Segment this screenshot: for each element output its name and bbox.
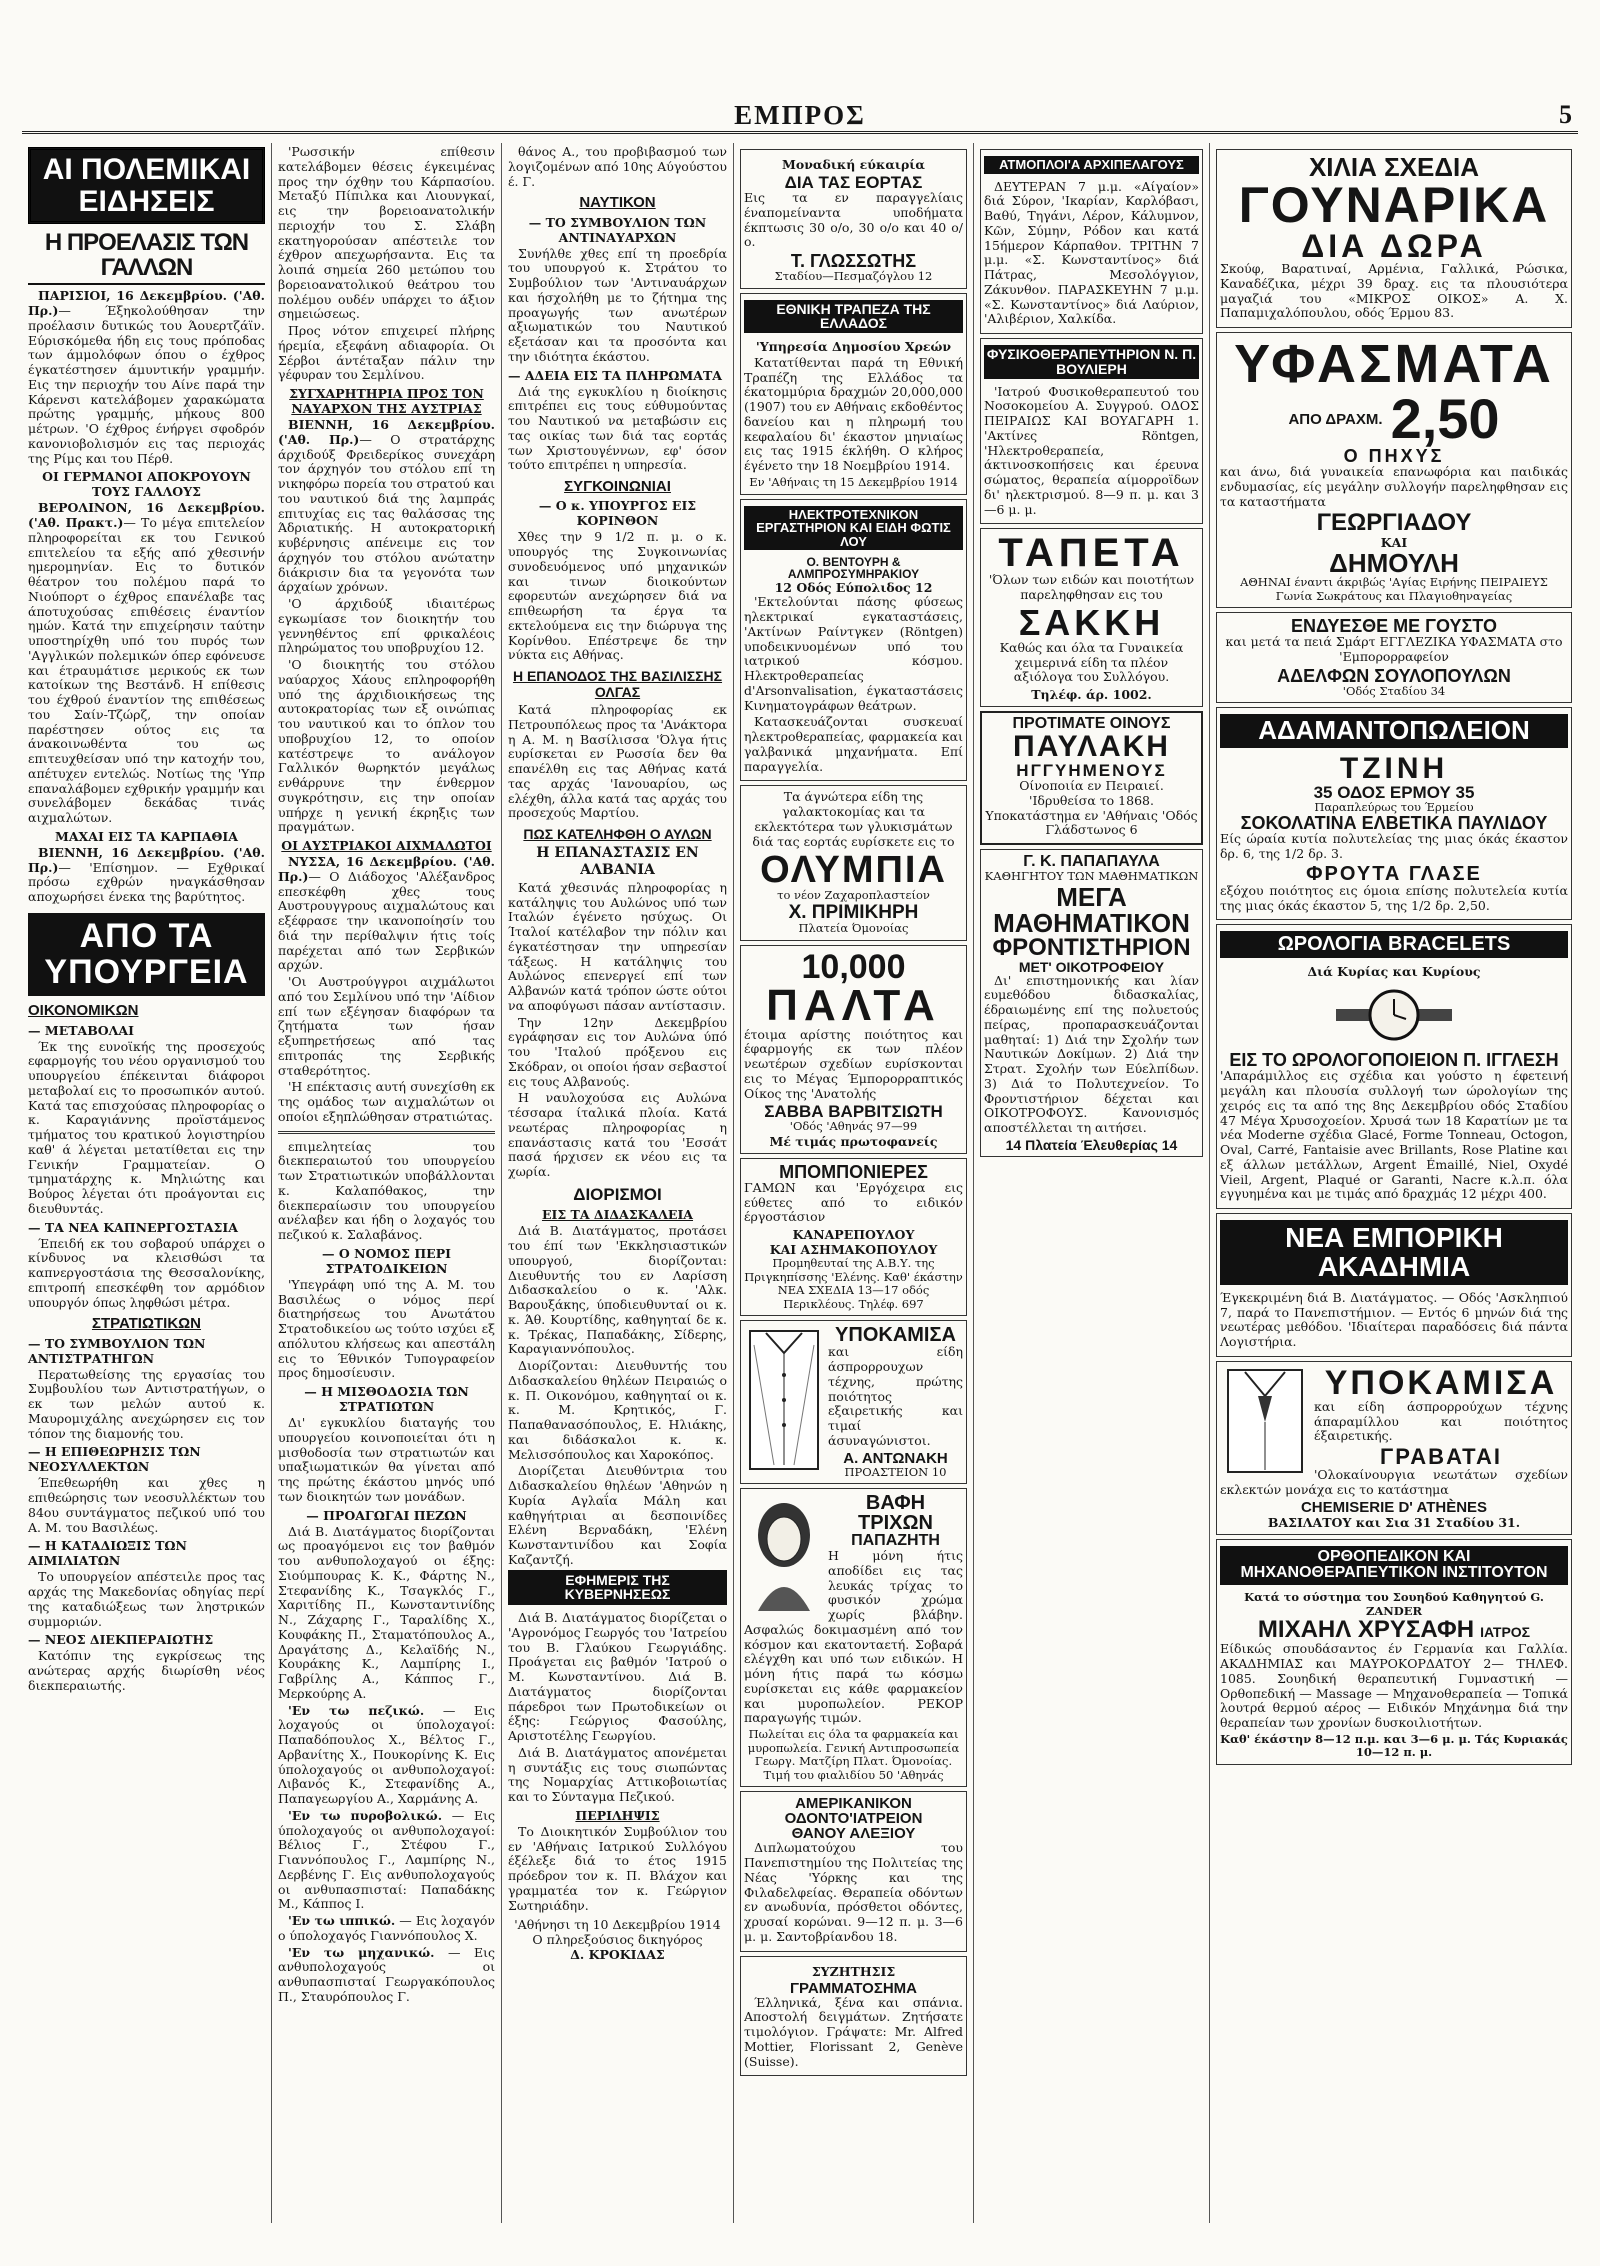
- article-serbia: Προς νότον επιχειρεί πλήρης ήρεμία, εξεφάνη αδιαφορία. Οι Σέρβοι άντέταξαν πάλιν την γέφυραν του Σεμλίνου.: [278, 323, 495, 383]
- subhead-tobacco: — ΤΑ ΝΕΑ ΚΑΠΝΕΡΓΟΣΤΑΣΙΑ: [28, 1219, 238, 1235]
- signature-role: Ο πληρεξούσιος δικηγόρος: [532, 1932, 703, 1948]
- ad-olympia-pastry: Τα άγνώτερα είδη της γαλακτοκομίας και τα εκλεκτότερα των γλυκισμάτων διά τας εορτάς ευρίσκετε εις το ΟΛΥΜΠΙΑ το νέον Ζαχαροπλαστείον Χ. ΠΡΙΜΙΚΗΡΗ Πλατεία Όμονοίας: [740, 785, 967, 940]
- paper-name: ΕΜΠΡΟΣ: [734, 100, 866, 130]
- ad-fabrics: ΥΦΑΣΜΑΤΑ ΑΠΟ ΔΡΑΧΜ. 2,50 Ο ΠΗΧΥΣ και άνω, διά γυναικεία επανωφόρια και παιδικάς ενδυμασίας, είς μεγάλην συλλογήν παρεληφθησαν εις τα καταστήματα ΓΕΩΡΓΙΑΔΟΥ ΚΑΙ ΔΗΜΟΥΛΗ ΑΘΗΝΑΙ έναντι άκριβώς 'Αγίας Ειρήνης ΠΕΙΡΑΙΕΥΣ Γωνία Σωκράτους και Πλαγιοθηναγείας: [1216, 332, 1572, 608]
- ad-mathematics-tutoring: Γ. Κ. ΠΑΠΑΠΑΥΛΑ ΚΑΘΗΓΗΤΟΥ ΤΩΝ ΜΑΘΗΜΑΤΙΚΩΝ ΜΕΓΑ ΜΑΘΗΜΑΤΙΚΟΝ ΦΡΟΝΤΙΣΤΗΡΙΟΝ ΜΕΤ' ΟΙΚΟΤΡΟΦΕΙΟΥ Δι' επιστημονικής και λίαν ευμεθόδου διδασκαλίας, έδραιωμένης επί της πολυετούς πείρας, προπαρασκευάζονται μαθηταί: 1) Διά την Σχολήν των Ναυτικών Δοκίμων. 2) Διά την Στρατ. Σχολήν των Εύελπίδων. 3) Διά το Πολυτεχνείον. Το Φροντιστήριον δέχεται και ΟΙΚΟΤΡΟΦΟΥΣ. Κανονισμός αποστέλλεται τη αιτήσει. 14 Πλατεία Έλευθερίας 14: [980, 849, 1203, 1157]
- masthead: [22, 100, 1578, 134]
- subhead-austrian-prisoners: ΟΙ ΑΥΣΤΡΙΑΚΟΙ ΑΙΧΜΑΛΩΤΟΙ: [281, 838, 492, 853]
- article-council: Περατωθείσης της εργασίας του Συμβουλίου των Αντιστρατήγων, ο εκ των μελών αυτού κ. Μαυρομιχάλης ανεχώρησεν εις τον τόπον της διαμονής του.: [28, 1366, 265, 1441]
- ad-coats: 10,000 ΠΑΛΤΑ έτοιμα αρίστης ποιότητος και έφαρμογής εκ των πλέον νεωτέρων σχεδίων ευρίσκονται εις το Μέγας Έμπορορραπτικός Οίκος της 'Ανατολής ΣΑΒΒΑ ΒΑΡΒΙΤΣΙΩΤΗ 'Οδός 'Αθηνάς 97—99 Μέ τιμάς πρωτοφανείς: [740, 945, 967, 1154]
- article-summary: Το Διοικητικόν Συμβούλιον του εν 'Αθήναις Ιατρικού Συλλόγου έξέλεξε διά το έτος 1915 πρόεδρον τον κ. Π. Βλάχον και γραμματέα τον κ. Γεώργιον Σωτηριάδην.: [508, 1823, 727, 1913]
- column-6: [1210, 143, 1578, 2223]
- communications-heading: ΣΥΓΚΟΙΝΩΝΙΑΙ: [564, 478, 671, 495]
- subhead-congratulations: ΣΥΓΧΑΡΗΤΗΡΙΑ ΠΡΟΣ ΤΟΝ ΝΑΥΑΡΧΟΝ ΤΗΣ ΑΥΣΤΡΙΑΣ: [289, 386, 484, 416]
- shirt-illustration: [744, 1325, 824, 1475]
- article-new-officer: Κατόπιν της εγκρίσεως της ανώτερας αρχής διωρίσθη νέος διεκπεραιωτής.: [28, 1648, 265, 1693]
- page-number: 5: [1559, 100, 1572, 129]
- article-minister-corinth: Χθες την 9 1/2 π. μ. ο κ. υπουργός της Συγκοινωνίας συνοδευόμενος υπό μηχανικών και τινων διοικούντων εφορευτών ανεχώρησεν διά να επιθεωρήση τα έργα τα εκτελούμενα εις την διώρυγα της Κορίνθου. Επέστρεψε δε την νύκτα εις Αθήνας.: [508, 529, 727, 663]
- ad-electrotechnical: ΗΛΕΚΤΡΟΤΕΧΝΙΚΟΝ ΕΡΓΑΣΤΗΡΙΟΝ ΚΑΙ ΕΙΔΗ ΦΩΤΙΣ ΛΟΥ Ο. ΒΕΝΤΟΥΡΗ & ΑΛΜΠΡΟΣΥΜΗΡΑΚΙΟΥ 12 Οδός Εύπολιδος 12 'Εκτελούνται πάσης φύσεως ηλεκτρικαί εγκαταστάσεις, 'Ακτίνων Ραίντγκεν (Röntgen) υποδεικνυομένων υπό του ιατρικού κόσμου. Ηλεκτροθεραπείας d'Arsonvalisation, έγκαταστάσεις Κινηματογράφων θεάτρων. Κατασκευάζονται συσκευαί ηλεκτροθεραπείας, φαρμακεία και γαλβανικά μηχανήματα. Επί παραγγελία.: [740, 499, 967, 782]
- ad-tapestry: ΤΑΠΕΤΑ 'Όλων των ειδών και ποιοτήτων παρεληφθησαν εις του ΣΑΚΚΗ Καθώς και όλα τα Γυναικεία χειμερινά είδη τα πλέον αξιόλογα του Συλλόγου. Τηλέφ. άρ. 1002.: [980, 528, 1203, 707]
- ad-commercial-academy: ΝΕΑ ΕΜΠΟΡΙΚΗ ΑΚΑΔΗΜΙΑ Έγκεκριμένη διά Β. Διατάγματος. — Οδός 'Ασκληπιού 7, παρά το Πανεπιστήμιον. — Εντός 6 μηνών διά της νεωτέρας μεθόδου. 'Ιδιαίτεραι παραδόσεις διά πάντα Λογιστήρια.: [1216, 1213, 1572, 1357]
- subhead-inspection: — Η ΕΠΙΘΕΩΡΗΣΙΣ ΤΩΝ ΝΕΟΣΥΛΛΕΚΤΩΝ: [28, 1444, 201, 1475]
- subhead-carpathians: ΜΑΧΑΙ ΕΙΣ ΤΑ ΚΑΡΠΑΘΙΑ: [55, 828, 238, 844]
- ad-jeweler-tzini: ΑΔΑΜΑΝΤΟΠΩΛΕΙΟΝ ΤΖΙΝΗ 35 ΟΔΟΣ ΕΡΜΟΥ 35 Παραπλεύρως του Έρμείου ΣΟΚΟΛΑΤΙΝΑ ΕΛΒΕΤΙΚΑ ΠΑΥΛΙΔΟΥ Είς ώραία κυτία πολυτελείας της μιας όκάς έκαστον δρ. 6, της 1/2 δρ. 3. ΦΡΟΥΤΑ ΓΛΑΣΕ εξόχου ποιότητος εις όμοια επίσης πολυτελεία κυτία της μιας όκάς έκαστον 5, της 1/2 δρ. 2,50.: [1216, 707, 1572, 920]
- article-prisoners: 'Οι Αυστρούγγροι αιχμάλωτοι από του Σεμλίνου υπό την 'Αίδιον επί των εξέγησαν διαφόρων τα ζητήματα των ήσαν εξυπηρετήσεως από τας επιτροπάς της Σερβικής σταθερότητος.: [278, 974, 495, 1078]
- article-gazette-2: Διά Β. Διατάγματος απονέμεται η συντάξις εις τους σιωπώντας της Νομαρχίας Αττικοβοιωτίας και το Σύνταγμα Πεζικού.: [508, 1744, 727, 1805]
- subhead-new-officer: — ΝΕΟΣ ΔΙΕΚΠΕΡΑΙΩΤΗΣ: [28, 1632, 214, 1648]
- article-appointments-3: Διορίζεται Διευθύντρια του Διδασκαλείου θηλέων 'Αθηνών η Κυρία Αγλαΐα Μάλη και καθηγήτριαι αι δεσποινίδες Ελένη Βερναδάκη, 'Ελένη Κωνσταντινίδου και Σοφία Καζαντζή.: [508, 1463, 727, 1567]
- subhead-court-martial: — Ο ΝΟΜΟΣ ΠΕΡΙ ΣΤΡΑΤΟΔΙΚΕΙΩΝ: [322, 1245, 451, 1276]
- subhead-promotions: — ΠΡΟΑΓΩΓΑΙ ΠΕΖΩΝ: [306, 1507, 467, 1523]
- subhead-council: — ΤΟ ΣΥΜΒΟΥΛΙΟΝ ΤΩΝ ΑΝΤΙΣΤΡΑΤΗΓΩΝ: [28, 1335, 206, 1366]
- column-3: [502, 143, 734, 2223]
- column-5: [974, 143, 1210, 2223]
- government-gazette-banner: ΕΦΗΜΕΡΙΣ ΤΗΣ ΚΥΒΕΡΝΗΣΕΩΣ: [508, 1570, 727, 1605]
- subhead-german-repulse: ΟΙ ΓΕΡΜΑΝΟΙ ΑΠΟΚΡΟΥΟΥΝ ΤΟΥΣ ΓΑΛΛΟΥΣ: [42, 469, 251, 500]
- ad-national-bank: ΕΘΝΙΚΗ ΤΡΑΠΕΖΑ ΤΗΣ ΕΛΛΑΔΟΣ 'Υπηρεσία Δημοσίου Χρεών Κατατίθενται παρά τη Εθνική Τραπέζη της Ελλάδος τα έκατομμύρια δραχμών 20,000,000 (1907) του εν Αθήναις εκδοθέντος δανείου και η πληρωμή του κεφαλαίου δι' έκαστον μηνιαίως εις τας 1915 έκλήθη. Ο κλήρος έγένετο την 18 Νοεμβρίου 1914. Εν 'Αθήναις τη 15 Δεκεμβρίου 1914: [740, 293, 967, 495]
- ad-wristwatches: ΩΡΟΛΟΓΙΑ BRACELETS Διά Κυρίας και Κυρίους ΕΙΣ ΤΟ ΩΡΟΛΟΓΟΠΟΙΕΙΟΝ Π. ΙΓΓΛΕΣΗ 'Απαράμιλλος εις σχέδια και γούστο η έφετεινή μεγάλη και πλουσία συλλογή των ώρολογίων της χειρός εις τα από της 8ης Δεκεμβρίου οδός Σταδίου 47 Μέγα Χρυσοχοείον. Χρυσά των 18 Καρατίων με τα νέα Moderne σχέδια Glacé, Forme Tonneau, Octogon, Oval, Carré, Fantaisie avec Brillants, Rose Platine και εξ άλλων μετάλλων, Argent Émaillé, Niel, Oxydé Vieil, Argent, Plaqué or Garanti, Nacre κ.λ.π. όλα εγγυημένα και με τιμάς από δραχμάς 12 μέχρι 400.: [1216, 924, 1572, 1209]
- subhead-pay: — Η ΜΙΣΘΟΔΟΣΙΑ ΤΩΝ ΣΤΡΑΤΙΩΤΩΝ: [304, 1384, 469, 1414]
- shirt-collar-illustration: [1220, 1366, 1310, 1476]
- woman-portrait-illustration: [744, 1493, 824, 1613]
- article-avlona: Κατά χθεσινάς πληροφορίας η κατάληψις του Αυλώνος υπό των Ιταλών έγένετο ησύχως. Οι Ίταλοί κατέλαβον την πόλιν και έγκατέστησαν την υπηρεσίαν τάξεως. Η κατάληψις του Αυλώνος επενεργεί επί των Αλβανών κατά τρόπον ώστε ούτοι να αποφύγωσι πάσαν αντίστασιν.: [508, 879, 727, 1013]
- ad-steamship: ΑΤΜΟΠΛΟΙ'Α ΑΡΧΙΠΕΛΑΓΟΥΣ ΔΕΥΤΕΡΑΝ 7 μ.μ. «Αίγαίον» διά Σύρον, 'Ικαρίαν, Καρλόβασι, Βαθύ, Τηγάνι, Λέρον, Κάλυμνον, Κῶν, Σύμην, Ρόδον και κατά 15ήμερον Κάρπαθον. ΤΡΙΤΗΝ 7 μ.μ. «Σ. Κωνσταντίνος» διά Πάτρας, Μεσολόγγιον, Ζάκυνθον. ΠΑΡΑΣΚΕΥΗΝ 7 μ.μ. «Σ. Κωνσταντίνος» διά Λαύριον, 'Αλιβέριον, Χαλκίδα.: [980, 149, 1203, 334]
- appointments-heading: ΔΙΟΡΙΣΜΟΙ: [573, 1184, 662, 1204]
- ad-tailoring: ΕΝΔΥΕΣΘΕ ΜΕ ΓΟΥΣΤΟ και μετά τα πειά Σμάρτ ΕΓΓΛΕΖΙΚΑ ΥΦΑΣΜΑΤΑ στο 'Εμπορορραφείον ΑΔΕΛΦΩΝ ΣΟΥΛΟΠΟΥΛΩΝ 'Οδός Σταδίου 34: [1216, 612, 1572, 703]
- article-archduke: 'Ο άρχιδούξ ιδιαιτέρως εγκωμίασε τον διοικητήν του γεννηθέντος επί φρικαλέοις πληρώματος του υποβρυχίου 12.: [278, 596, 495, 656]
- subhead-pursuit: — Η ΚΑΤΑΔΙΩΞΙΣ ΤΩΝ ΑΙΜΙΛΙΑΤΩΝ: [28, 1538, 187, 1569]
- ad-wines-pavlaki: ΠΡΟΤΙΜΑΤΕ ΟΙΝΟΥΣ ΠΑΥΛΑΚΗ ΗΓΓΥΗΜΕΝΟΥΣ Οίνοποιία εν Πειραιεί. 'Ιδρυθείσα το 1868. Υποκατάστημα εν 'Αθήναις 'Οδός Γλάδστωνος 6: [980, 711, 1203, 845]
- subhead-albania: Η ΕΠΑΝΑΣΤΑΣΙΣ ΕΝ ΑΛΒΑΝΙΑ: [536, 845, 699, 879]
- ad-bonbonnieres: ΜΠΟΜΠΟΝΙΕΡΕΣ ΓΑΜΩΝ και 'Εργόχειρα εις εύθετες από το ειδικόν έργοστάσιον ΚΑΝΑΡΕΠΟΥΛΟΥ ΚΑΙ ΑΣΗΜΑΚΟΠΟΥΛΟΥ Προμηθευταί της Α.Β.Υ. της Πριγκηπίσσης 'Ελένης. Καθ' έκάστην ΝΕΑ ΣΧΕΔΙΑ 13—17 οδός Περικλέους. Τηλέφ. 697: [740, 1158, 967, 1317]
- article-vienna: ΒΙΕΝΝΗ, 16 Δεκεμβρίου. ('Αθ. Πρ.)— 'Επίσημον. — Εχθρικαί πρόσω εχθρών ηναγκάσθησαν αποχωρήσει ένεκα της βαρύτητος.: [28, 844, 265, 905]
- article-changes: Έκ της ευνοϊκής της προσεχούς εφαρμογής του νέου οργανισμού του υπουργείου έπέκεινται διάφοροι μεταβολαί εις το προσωπικόν αυτού. Κατά τας επισχούσας πληροφορίας ο κ. Καραγιάννης προϊστάμενος τμήματος του κρατικού λογιστηρίου καθ' ά λέγεται μετατίθεται εις την Γενικήν Γραμματείαν. Ο τμηματάρχης κ. Μηλιώτης και Βούρος λέγεται ότι προάγονται εις διευθυντάς.: [28, 1038, 265, 1216]
- avlona-heading: ΠΩΣ ΚΑΤΕΛΗΦΘΗ Ο ΑΥΛΩΝ: [523, 826, 712, 843]
- ad-furs: ΧΙΛΙΑ ΣΧΕΔΙΑ ΓΟΥΝΑΡΙΚΑ ΔΙΑ ΔΩΡΑ Σκούφ, Βαρατιναί, Αρμένια, Γαλλικά, Ρώσικα, Καναδέζικα, μέχρι 39 δραχ. εις τα πλουσιότερα μαγαζιά του «ΜΙΚΡΟΣ ΟΙΚΟΣ» Α. Χ. Παπαμιχαλόπουλου, οδός Έρμου 83.: [1216, 149, 1572, 328]
- article-prisoners-2: 'Η επέκτασις αυτή συνεχίσθη εκ της ομάδος των αιχμαλώτων οι οποίοι εξηπλώθησαν στρατιώτας.: [278, 1079, 495, 1124]
- column-2: 'Ρωσσικήν επίθεσιν κατελάβομεν θέσεις έγκειμένας προς την όχθην του Κάρπασίου. Μεταξύ Πίπιλκα και Λιουνγκαί, εις την βορειοανατολικήν περιοχήν του Σ. Σλάβη εκατηγορούσαν απέστειλε τον έχθρον απεχωρήσαντα. Εις τα λοιπά σημεία 260 μετώπου του βορειοανατολικού θεάτρου του πολέμου ουδέν υπάρχει το άξιον σημειώσεως. Προς νότον επιχειρεί πλήρης ήρεμία, εξεφάνη αδιαφορία. Οι Σέρβοι άντέταξαν πάλιν την γέφυραν του Σεμλίνου. ΣΥΓΧΑΡΗΤΗΡΙΑ ΠΡΟΣ ΤΟΝ ΝΑΥΑΡΧΟΝ ΤΗΣ ΑΥΣΤΡΙΑΣ ΒΙΕΝΝΗ, 16 Δεκεμβρίου. ('Αθ. Πρ.)— Ο στρατάρχης άρχιδούξ Φρειδερίκος συνεχάρη τον άρχηγόν του στόλου επί τη νικηφόρω πορεία του στρατού και του ναυτικού διά της λαμπράς επιτυχίας εις τας θαλάσσας της Άδριατικής. Η αυτοκρατορική κυβέρνησις απένειμε εις τον άρχηγόν του στόλου ανώτατην διάκρισιν δια τα γεγονότα των άρχαίων χρόνων. 'Ο άρχιδούξ ιδιαιτέρως εγκωμίασε τον διοικητήν του γεννηθέντος επί φρικαλέοις πληρώματος του υποβρυχίου 12. 'Ο διοικητής του στόλου ναύαρχος Χάους επληροφορήθη υπό της άρχιδιοικήσεως της αυτοκρατορίας των εξ οινώπιας του ναυτικού και το όπλον του υποβρυχίου 12, το οποίον κατέστρεψε το ανάλογον Γαλλικόν θωρηκτόν μεγάλως ενθάρρυνε την ένθερμον συγκρότησιν, εις την οποίαν υπήρχε η γενική έκρηξις των πραγμάτων. ΟΙ ΑΥΣΤΡΙΑΚΟΙ ΑΙΧΜΑΛΩΤΟΙ ΝΥΣΣΑ, 16 Δεκεμβρίου. ('Αθ. Πρ.)— Ο Διάδοχος 'Αλέξανδρος επεσκέφθη χθες τους Αυστρουγγρους αιχμαλώτους και εξέφρασε την ικανοποίησίν του διά την περίθαλψιν ήτις τοίς παρέχεται από των Σερβικών αρχών. 'Οι Αυστρούγγροι αιχμάλωτοι από του Σεμλίνου υπό την 'Αίδιον επί των εξέγησαν διαφόρων τα ζητήματα των ήσαν εξυπηρετήσεως από τας επιτροπάς της Σερβικής σταθερότητος. 'Η επέκτασις αυτή συνεχίσθη εκ της ομάδος των αιχμαλώτων οι οποίοι εξηπλώθησαν στρατιώτας. επιμελητείας του διεκπεραιωτού του υπουργείου των Στρατιωτικών υποβάλλονται κ. Καλαπόθακος, την διεκπεραίωσιν του υπουργείου ανέλαβεν και ήδη ο λοχαγός του πεζικού κ. Σαλαβάνος. — Ο ΝΟΜΟΣ ΠΕΡΙ ΣΤΡΑΤΟΔΙΚΕΙΩΝ 'Υπεγράφη υπό της Α. Μ. του Βασιλέως ο νόμος περί διατηρήσεως του Ανωτάτου Στρατοδικείου ως τούτο ισχύει εξ απόλυτου κλήσεως και απεστάλη εις το Έθνικόν Τυπογραφείον προς δημοσίευσιν. — Η ΜΙΣΘΟΔΟΣΙΑ ΤΩΝ ΣΤΡΑΤΙΩΤΩΝ Δι' εγκυκλίου διαταγής του υπουργείου κοινοποιείται ότι η μισθοδοσία των στρατιωτών και υπαξιωματικών θα γίνεται από της πρώτης έκάστου μηνός υπό των διοικητών των μονάδων. — ΠΡΟΑΓΩΓΑΙ ΠΕΖΩΝ Διά Β. Διατάγματος διορίζονται ως προαγόμενοι εις τον βαθμόν του ανθυπολοχαγού οι έξης: Σιούμπουρας Κ. Κ., Φάρτης Ν., Στεφανίδης Κ., Τσαγκλός Γ., Χαριτίδης Π., Κωνσταντινίδης Ν., Ζάχαρης Γ., Ταραλίδης Χ., Κουφάκης Π., Σταματόπουλος Α., Δραγάτσης Δ., Κελαϊδής Ν., Κουράκης Κ., Λαμπίρης Ι., Γαβρίλης Α., Κάππος Γ., Μερκούρης Α. 'Εν τω πεζικώ. — Εις λοχαγούς οι ύπολοχαγοί: Παπαδόπουλος Χ., Βέλτος Γ., Αρβανίτης Χ., Πουκορίνης Κ. Εις ύπολοχαγούς οι ανθυπολοχαγοί: Λιβανός Κ., Στεφανίδης Α., Παπαγεωργίου Α., Χαρμάνης Α. 'Εν τω πυροβολικώ. — Εις ύπολοχαγούς οι ανθυπολοχαγοί: Βέλιος Γ., Στέφου Γ., Γιαννόπουλος Γ., Λαμπίρης Ν., Δερβένης Γ. Εις ανθυπολοχαγούς οι ανθυπασπισταί: Παπαδάκης Μ., Κάππος Ι. 'Εν τω ιππικώ. — Εις λοχαγόν ο ύπολοχαγός Γιαννόπουλος Χ. 'Εν τω μηχανικώ. — Εις ανθυπολοχαγούς οι ανθυπασπισταί Γεωργακόπουλος Π., Σταυρόπουλος Γ.: [272, 143, 502, 2223]
- article-russian-front: 'Ρωσσικήν επίθεσιν κατελάβομεν θέσεις έγκειμένας προς την όχθην του Κάρπασίου. Μεταξύ Πίπιλκα και Λιουνγκαί, εις την βορειοανατολικήν περιοχήν του Σ. Σλάβη εκατηγορούσαν απέστειλε τον έχθρον απεχωρήσαντα. Εις τα λοιπά σημεία 260 μετώπου του βορειοανατολικού θεάτρου του πολέμου ουδέν υπάρχει το άξιον σημειώσεως.: [278, 144, 495, 322]
- article-supplies: επιμελητείας του διεκπεραιωτού του υπουργείου των Στρατιωτικών υποβάλλονται κ. Καλαπόθακος, την διεκπεραίωσιν του υπουργείου ανέλαβεν και ήδη ο λοχαγός του πεζικού κ. Σαλαβάνος.: [278, 1138, 495, 1242]
- article-pay: Δι' εγκυκλίου διαταγής του υπουργείου κοινοποιείται ότι η μισθοδοσία των στρατιωτών και υπαξιωματικών θα γίνεται από της πρώτης έκάστου μηνός υπό των διοικητών των μονάδων.: [278, 1415, 495, 1504]
- article-avlona-2: Την 12ην Δεκεμβρίου εγράφησαν εις τον Αυλώνα ύπό του 'Ιταλού πρόξενου εις Σκόδραν, οι οποίοι ήσαν σεβαστοί εις τους Αλβανούς.: [508, 1014, 727, 1089]
- fabric-price: 2,50: [1390, 387, 1500, 450]
- article-pursuit: Το υπουργείον απέστειλε προς τας αρχάς της Μακεδονίας οδηγίας περί της καταδιώξεως των ληστρικών συμμοριών.: [28, 1569, 265, 1629]
- article-paris: ΠΑΡΙΣΙΟΙ, 16 Δεκεμβρίου. ('Αθ. Πρ.)— Έξηκολούθησαν την προέλασιν δυτικώς του Άουερτζάϊν. Εύρισκόμεθα ήδη εις τους πρόποδας των άμμολόφων όπου ο έχθρος έγκατέστησεν άμυντικήν γραμμήν. Εις την περιοχήν του Αίνε παρά την Κάρενσι κατελάβομεν χαρακώματα πρώτης γραμμής, μήκους 800 μέτρων. 'Ο έχθρος ένήργει σφοδρόν κανονιοβολισμόν εις τας περιοχάς της Ρίμς και του Πέρθ.: [28, 288, 265, 466]
- ad-stamps: ΣΥΖΗΤΗΣΙΣ ΓΡΑΜΜΑΤΟΣΗΜΑ Έλληνικά, ξένα και σπάνια. Αποστολή δειγμάτων. Ζητήσατε τιμολόγιον. Γράψατε: Mr. Alfred Mottier, Florissant 2, Genève (Suisse).: [740, 1956, 967, 2077]
- article-tobacco: Έπειδή εκ του σοβαρού υπάρχει ο κίνδυνος να κλεισθώσι τα καπνεργοστάσια της Θεσσαλονίκης, επιτροπή επεσκέφθη τον αρμόδιον υπουργόν όπως ληφθώσι μέτρα.: [28, 1235, 265, 1310]
- queen-olga-heading: Η ΕΠΑΝΟΔΟΣ ΤΗΣ ΒΑΣΙΛΙΣΣΗΣ ΟΛΓΑΣ: [512, 668, 723, 701]
- article-berlin: ΒΕΡΟΛΙΝΟΝ, 16 Δεκεμβρίου. ('Αθ. Πρακτ.)— Το μέγα επιτελείον πληροφορείται εκ του Γενικού επιτελείου τα εξής από χθεσινήν ημερομηνίαν. Εις το δυτικόν θέατρον του πολέμου παρά το Νιούπορτ ο έχθρος επανέλαβε τας άποτυχούσας επιθέσεις έναντίον ημών. Κατά την επιχείρησιν ταύτην υποστηρίχθη υπό του πυρός των 'Αγγλικών πολεμικών όπερ εφόνευσε και έτραυμάτισε μερικούς εκ των κατοίκων της Βεστάνδ. Η επίθεσις του έχθρού έναντίον της επιθέσεως του Σαίν-Τζώρζ, την οποίαν παρέστησεν ούτος εις τα άνακοινωθέντα του ως επιτευχθείσαν υπό την κατοχήν του, απέτυχεν εντελώς. Νοτίως της 'Υπρ επαναλάβομεν εχθρικήν γραμμήν και συνελάβομεν δεκάδας τινάς αιχμαλώτων.: [28, 500, 266, 826]
- article-avlona-3: Η ναυλοχούσα εις Αυλώνα τέσσαρα ίταλικά πλοία. Κατά νεωτέρας πληροφορίας η επανάστασις κατά του 'Εσσάτ πασά ήρχισεν εκ νέου εις τα χωρία.: [508, 1090, 727, 1180]
- article-queen-olga: Κατά πληροφορίας εκ Πετρουπόλεως προς τα 'Ανάκτορα η Α. Μ. η Βασίλισσα 'Όλγα ήτις ευρίσκεται εν Ρωσσία δεν θα επανέλθη εις τας Αθήνας κατά τας αρχάς 'Ιανουαρίου, ως ελέχθη, άλλα κατά τας αρχάς του προσεχούς Μαρτίου.: [508, 702, 727, 821]
- article-gazette: Διά Β. Διατάγματος διορίζεται ο 'Αγρονόμος Γεωργός του 'Ιατρείου του Β. Γλαύκου Γεωργιάδης. Προάγεται εις βαθμόν 'Ιατρού ο Μ. Κωνσταντίνου. Διά Β. Διατάγματος διορίζονται πάρεδροι των Πρωτοδικείων οι έξης: Γεώργιος Φασούλης, Αριστοτέλης Γεωργίου.: [508, 1610, 727, 1744]
- subhead-changes: — ΜΕΤΑΒΟΛΑΙ: [28, 1022, 134, 1038]
- article-appointments: Διά Β. Διατάγματος, προτάσει του έπί των 'Εκκλησιαστικών υπουργού, διορίζονται: Διευθυντής του εν Λαρίσση Διδασκαλείου ο κ. 'Αλκ. Βαρουξάκης, ύποδιευθυνταί οι κ. κ. Άθ. Κουρτίδης, καθηγηταί δε κ. κ. Τρέκας, Παπαδάκης, Σίδερης, Καραγιαννόπουλος.: [508, 1223, 727, 1357]
- article-leave: Διά της εγκυκλίου η διοίκησις επιτρέπει εις τους εύθυμούντας του Ναυτικού να μεταβώσιν εις τας οικίας των διά τας εορτάς των Χριστουγέννων, εφ' όσον τούτο επιτρέπει η υπηρεσία.: [508, 383, 727, 473]
- summary-heading: ΠΕΡΙΛΗΨΙΣ: [575, 1807, 660, 1823]
- ad-physiotherapy: ΦΥΣΙΚΟΘΕΡΑΠΕΥΤΗΡΙΟΝ Ν. Π. ΒΟΥΛΙΕΡΗ 'Ιατρού Φυσικοθεραπευτού του Νοσοκομείου Α. Συγγρού. ΟΔΟΣ ΠΕΙΡΑΙΩΣ ΚΑΙ ΒΟΥΑΓΑΡΗ 1. 'Ακτίνες Röntgen, 'Ηλεκτροθεραπεία, άκτινοσκοπήσεις και έρευνα σώματος, θεραπεία αίμορροϊδων δι' ηλεκτρισμού. 8—9 π. μ. και 3—6 μ. μ.: [980, 338, 1203, 524]
- military-heading: ΣΤΡΑΤΙΩΤΙΚΩΝ: [91, 1315, 202, 1333]
- ad-shirts-antonakis: ΥΠΟΚΑΜΙΣΑ και είδη άσπρορρουχων τέχνης, πρώτης ποιότητος εξαιρετικής και τιμαί άσυναγώνιστοι. Α. ΑΝΤΩΝΑΚΗ ΠΡΟΑΣΤΕΙΟΝ 10: [740, 1320, 967, 1484]
- ad-shoe-sale: Μοναδική εύκαιρία ΔΙΑ ΤΑΣ ΕΟΡΤΑΣ Εις τα εν παραγγελίαις έναπομείναντα υποδήματα έκπτωσις 30 ο/ο, 30 ο/ο και 40 ο/ο. Τ. ΓΛΩΣΣΩΤΗΣ Σταδίου—Πεσμαζόγλου 12: [740, 149, 967, 289]
- signature-name: Δ. ΚΡΟΚΙΔΑΣ: [570, 1947, 665, 1963]
- ad-shirts-chemiserie: ΥΠΟΚΑΜΙΣΑ και είδη άσπρορρούχων τέχνης άπαραμίλλου και ποιότητος έξαιρετικής. ΓΡΑΒΑΤΑΙ 'Ολοκαίνουργια νεωτάτων σχεδίων εκλεκτών μονάχα εις το κατάστημα CHEMISERIE D' ATHÈNES ΒΑΣΙΛΑΤΟΥ και Σια 31 Σταδίου 31.: [1216, 1361, 1572, 1535]
- advance-of-french-headline: Η ΠΡΟΕΛΑΣΙΣ ΤΩΝ ΓΑΛΛΩΝ: [28, 230, 265, 285]
- subhead-minister-corinth: — Ο κ. ΥΠΟΥΡΓΟΣ ΕΙΣ ΚΟΡΙΝΘΟΝ: [538, 498, 697, 529]
- navy-heading: ΝΑΥΤΙΚΟΝ: [579, 194, 656, 212]
- ad-orthopedic-institute: ΟΡΘΟΠΕΔΙΚΟΝ ΚΑΙ ΜΗΧΑΝΟΘΕΡΑΠΕΥΤΙΚΟΝ ΙΝΣΤΙΤΟΥΤΟΝ Κατά το σύστημα του Σουηδού Καθηγητού G. ZANDER ΜΙΧΑΗΛ ΧΡΥΣΑΦΗ ΙΑΤΡΟΣ Είδικώς σπουδάσαντος έν Γερμανία και Γαλλία. ΑΚΑΔΗΜΙΑΣ και ΜΑΥΡΟΚΟΡΔΑΤΟΥ 2— ΤΗΛΕΦ. 1085. Σουηδική θεραπευτική Γυμναστική — Ορθοπεδική — Massage — Μηχανοθεραπεία — Τοπικά λουτρά θερμού αέρος — Ειδικόν Μηχάνημα διά την θεραπείαν των χρονίων δυσκοιλιοτήτων. Καθ' έκάστην 8—12 π.μ. και 3—6 μ. μ. Τάς Κυριακάς 10—12 π. μ.: [1216, 1539, 1572, 1765]
- subhead-vice-admirals: — ΤΟ ΣΥΜΒΟΥΛΙΟΝ ΤΩΝ ΑΝΤΙΝΑΥΑΡΧΩΝ: [528, 214, 707, 245]
- article-appointments-2: Διορίζονται: Διευθυντής του Διδασκαλείου θηλέων Πειραιώς ο κ. Π. Οικονόμου, καθηγηταί οι κ. κ. Μ. Κρητικός, Γ. Παπαθανασόπουλος, Ε. Ηλιάκης, και διδάσκαλοι κ. κ. Μελισσόπουλος και Χαροκόπος.: [508, 1358, 727, 1462]
- signature-date: 'Αθήνησι τη 10 Δεκεμβρίου 1914: [514, 1917, 721, 1933]
- article-promotions: Διά Β. Διατάγματος διορίζονται ως προαγόμενοι εις τον βαθμόν του ανθυπολοχαγού οι έξης: Σιούμπουρας Κ. Κ., Φάρτης Ν., Στεφανίδης Κ., Τσαγκλός Γ., Χαριτίδης Π., Κωνσταντινίδης Ν., Ζάχαρης Γ., Ταραλίδης Χ., Κουφάκης Π., Σταματόπουλος Α., Δραγάτσης Δ., Κελαϊδής Ν., Κουράκης Κ., Λαμπίρης Ι., Γαβρίλης Α., Κάππος Γ., Μερκούρης Α.: [278, 1523, 495, 1701]
- column-4: [734, 143, 974, 2223]
- economics-heading: ΟΙΚΟΝΟΜΙΚΩΝ: [28, 1002, 139, 1020]
- subhead-leave: — ΑΔΕΙΑ ΕΙΣ ΤΑ ΠΛΗΡΩΜΑΤΑ: [508, 367, 722, 383]
- column-1: [22, 143, 272, 2223]
- subhead-teachers-colleges: ΕΙΣ ΤΑ ΔΙΔΑΣΚΑΛΕΙΑ: [541, 1207, 694, 1223]
- article-inspection: Έπεθεωρήθη και χθες η επιθεώρησις των νεοσυλλέκτων του 84ου συντάγματος πεζικού υπό του Α. Μ. του Βασιλέως.: [28, 1475, 265, 1535]
- wristwatch-illustration: [1334, 985, 1454, 1045]
- ad-hair-dye: ΒΑΦΗ ΤΡΙΧΩΝ ΠΑΠΑΖΗΤΗ Η μόνη ήτις αποδίδει εις τας λευκάς τρίχας το φυσικόν χρώμα χωρίς βλάβην. Ασφαλώς δοκιμασμένη από τον κόσμον και εκατονταετή. Σοβαρά ελέγχθη και υπό των ειδικών. Η μόνη ήτις παρά τω κόσμω ευρίσκεται εις κάθε φαρμακείον και μυροπωλείον. ΡΕΚΟΡ παραγωγής τιμών. Πωλείται εις όλα τα φαρμακεία και μυροπωλεία. Γενική Αντιπροσωπεία Γεωργ. Ματζίρη Πλατ. Όμονοίας. Τιμή του φιαλιδίου 50 'Αθηνάς: [740, 1488, 967, 1787]
- ad-american-dentistry: ΑΜΕΡΙΚΑΝΙΚΟΝ ΟΔΟΝΤΟ'ΙΑΤΡΕΙΟΝ ΘΑΝΟΥ ΑΛΕΞΙΟΥ Διπλωματούχου του Πανεπιστημίου της Πολιτείας της Νέας 'Υόρκης και της Φιλαδελφείας. Θεραπεία οδόντων εν ανωδυνία, πρόσθετοι οδόντες, χρυσαί κορώναι. 9—12 π. μ. 3—6 μ. μ. Σαντοβρίανδου 18.: [740, 1791, 967, 1951]
- article-admiral: 'Ο διοικητής του στόλου ναύαρχος Χάους επληροφορήθη υπό της άρχιδιοικήσεως της αυτοκρατορίας των εξ οινώπιας του ναυτικού και το όπλον του υποβρυχίου 12, το οποίον κατέστρεψε το ανάλογον Γαλλικόν θωρηκτόν μεγάλως ενθάρρυνε την ένθερμον συγκρότησιν, εις την οποίαν υπήρχε η γενική έκρηξις των πραγμάτων.: [278, 657, 495, 835]
- article-vice-admirals: Συνήλθε χθες επί τη προεδρία του υπουργού κ. Στράτου το Συμβούλιον των 'Αντιναυάρχων και ήσχολήθη με το ζήτημα της προαγωγής των ανωτέρων αξιωματικών του Ναυτικού εξετάσαν και τα προσόντα και την ιδιότητα έκάστου.: [508, 245, 727, 364]
- article-court-martial: 'Υπεγράφη υπό της Α. Μ. του Βασιλέως ο νόμος περί διατηρήσεως του Ανωτάτου Στρατοδικείου ως τούτο ισχύει εξ απόλυτου κλήσεως και απεστάλη εις το Έθνικόν Τυπογραφείον προς δημοσίευσιν.: [278, 1276, 495, 1381]
- ministries-banner: ΑΠΟ ΤΑ ΥΠΟΥΡΓΕΙΑ: [28, 913, 265, 996]
- article-continuation: θάνος Α., του προβιβασμού των λογιζομένων από 10ης Αύγούστου έ. Γ.: [508, 144, 727, 189]
- war-news-banner: ΑΙ ΠΟΛΕΜΙΚΑΙ ΕΙΔΗΣΕΙΣ: [28, 147, 265, 224]
